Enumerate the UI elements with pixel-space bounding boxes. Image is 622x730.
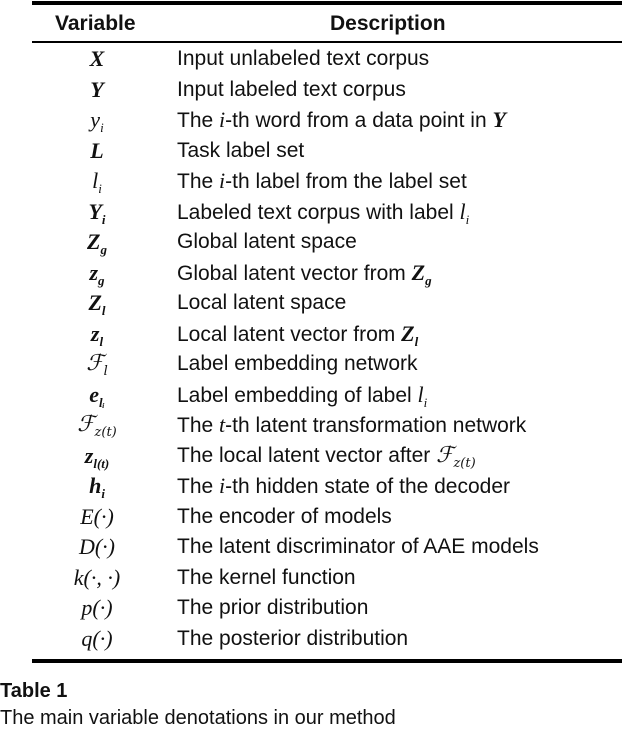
math-subscript: i xyxy=(423,394,428,410)
variable-symbol xyxy=(52,380,142,411)
variable-symbol xyxy=(52,227,142,258)
variable-description xyxy=(177,502,392,533)
variable-symbol xyxy=(52,410,142,441)
variable-subscript: lᵢ xyxy=(98,394,105,410)
table-row xyxy=(32,563,622,594)
variable-description xyxy=(177,441,476,472)
variable-description xyxy=(177,380,427,412)
variable-symbol xyxy=(52,349,142,380)
variable-symbol xyxy=(52,593,142,624)
table-row xyxy=(32,227,622,258)
description-text: -th label from the label set xyxy=(225,170,467,193)
variable-description xyxy=(177,319,418,351)
variable-symbol xyxy=(52,319,142,350)
variable-base: z xyxy=(90,320,100,346)
description-text: The xyxy=(177,170,220,193)
description-text: -th word from a data point in xyxy=(225,109,493,132)
variable-symbol xyxy=(52,197,142,228)
table-row xyxy=(32,593,622,624)
variable-base: y xyxy=(90,107,101,132)
description-text: The xyxy=(177,414,220,437)
table-caption: The main variable denotations in our method xyxy=(0,707,396,729)
variable-subscript: g xyxy=(100,242,107,257)
variable-symbol xyxy=(52,75,142,106)
variable-subscript: l(t) xyxy=(93,455,110,471)
variable-description xyxy=(177,624,408,655)
inline-math xyxy=(417,381,428,410)
variable-base: Z xyxy=(88,290,102,315)
table-row xyxy=(32,105,622,136)
description-text: Global latent vector from xyxy=(177,261,412,285)
table-row xyxy=(32,166,622,197)
variable-symbol xyxy=(52,532,142,563)
table-row xyxy=(32,471,622,502)
variable-description xyxy=(177,227,357,258)
variable-description xyxy=(177,563,356,594)
table-row xyxy=(32,380,622,411)
variable-base: X xyxy=(89,46,105,71)
math-base: ℱ xyxy=(436,442,454,468)
variable-description xyxy=(177,410,526,442)
variable-description xyxy=(177,258,432,290)
variable-base: Y xyxy=(88,198,102,224)
table-row xyxy=(32,258,622,289)
variable-description xyxy=(177,105,506,137)
variable-description xyxy=(177,288,346,319)
description-text: Label embedding network xyxy=(177,352,418,375)
variable-base: Z xyxy=(87,229,101,254)
table-row xyxy=(32,441,622,472)
table-row xyxy=(32,532,622,563)
variable-base: l xyxy=(92,168,99,193)
math-subscript: g xyxy=(425,272,432,288)
description-text: The kernel function xyxy=(177,565,356,589)
math-base: i xyxy=(219,107,226,132)
variable-base: e xyxy=(89,381,99,407)
variable-subscript: l xyxy=(101,303,106,318)
variable-base: Y xyxy=(90,76,104,102)
variable-base: z xyxy=(89,259,99,285)
variable-description xyxy=(177,136,304,167)
variable-description xyxy=(177,593,368,624)
table-row xyxy=(32,319,622,350)
description-text: Labeled text corpus with label xyxy=(177,200,460,224)
variable-base: k(·, ·) xyxy=(73,564,121,590)
inline-math xyxy=(401,320,419,349)
table-label: Table 1 xyxy=(0,680,68,702)
math-subscript: l xyxy=(414,333,419,349)
description-text: Task label set xyxy=(177,138,305,162)
description-text: The local latent vector after xyxy=(177,443,437,467)
column-header-description: Description xyxy=(330,12,446,35)
table-row xyxy=(32,410,622,441)
math-subscript: i xyxy=(465,211,470,227)
description-text: Local latent vector from xyxy=(177,322,402,346)
table-top-rule xyxy=(32,1,622,5)
inline-math xyxy=(411,259,432,288)
table-row xyxy=(32,288,622,319)
variable-symbol xyxy=(52,288,142,319)
description-text: The posterior distribution xyxy=(177,626,409,650)
description-text: Local latent space xyxy=(177,291,347,314)
math-base: Y xyxy=(492,107,506,132)
math-base: l xyxy=(459,198,466,224)
variable-symbol xyxy=(52,105,142,136)
math-base: t xyxy=(219,412,226,437)
description-text: Label embedding of label xyxy=(177,383,418,407)
variable-description xyxy=(177,532,539,563)
table-row xyxy=(32,44,622,75)
variable-subscript: i xyxy=(101,211,106,227)
column-header-variable: Variable xyxy=(55,12,136,35)
variable-base: ℱ xyxy=(77,412,95,437)
variable-base: ℱ xyxy=(86,351,104,376)
inline-math xyxy=(492,107,505,132)
variable-description xyxy=(177,197,469,229)
variable-base: D(·) xyxy=(78,534,116,559)
header-rule xyxy=(32,41,622,43)
description-text: The encoder of models xyxy=(177,504,392,528)
variable-symbol xyxy=(52,624,142,655)
variable-symbol xyxy=(52,502,142,533)
variable-symbol xyxy=(52,563,142,594)
variable-description xyxy=(177,75,406,106)
description-text: Input labeled text corpus xyxy=(177,77,406,101)
variable-description xyxy=(177,44,429,75)
variable-subscript: g xyxy=(98,272,105,288)
math-subscript: z(t) xyxy=(453,455,476,471)
table-body xyxy=(32,44,622,654)
description-text: Input unlabeled text corpus xyxy=(177,47,430,70)
description-text: The latent discriminator of AAE models xyxy=(177,535,539,558)
math-base: Z xyxy=(401,320,415,346)
variable-subscript: l xyxy=(99,333,104,349)
variable-description xyxy=(177,166,467,198)
table-row xyxy=(32,75,622,106)
variable-description xyxy=(177,349,418,380)
table-row xyxy=(32,136,622,167)
variable-symbol xyxy=(52,471,142,502)
description-text: The xyxy=(177,475,220,498)
table-row xyxy=(32,502,622,533)
table-row xyxy=(32,349,622,380)
variable-subscript: i xyxy=(101,486,105,501)
variable-symbol xyxy=(52,258,142,289)
variable-base: q(·) xyxy=(81,625,113,651)
description-text: The prior distribution xyxy=(177,596,369,619)
variable-base: z xyxy=(84,442,94,468)
variable-symbol xyxy=(52,166,142,197)
description-text: -th latent transformation network xyxy=(225,414,527,437)
description-text: -th hidden state of the decoder xyxy=(225,475,511,498)
variable-symbol xyxy=(52,136,142,167)
inline-math xyxy=(459,198,470,227)
math-base: i xyxy=(219,473,226,498)
variable-description xyxy=(177,471,510,503)
math-base: i xyxy=(219,168,226,193)
variable-subscript: i xyxy=(98,181,102,196)
variable-base: h xyxy=(89,473,102,498)
variable-subscript: i xyxy=(100,120,104,135)
table-bottom-rule xyxy=(32,659,622,663)
inline-math xyxy=(436,442,476,471)
variable-base: p(·) xyxy=(81,595,113,620)
variable-subscript: l xyxy=(103,364,108,379)
math-base: Z xyxy=(411,259,426,285)
math-base: l xyxy=(417,381,424,407)
table-row xyxy=(32,197,622,228)
description-text: The xyxy=(177,109,220,132)
table-row xyxy=(32,624,622,655)
variable-subscript: z(t) xyxy=(94,425,117,440)
variable-base: L xyxy=(90,137,104,163)
variable-symbol xyxy=(52,441,142,472)
description-text: Global latent space xyxy=(177,230,357,253)
variable-base: E(·) xyxy=(80,503,114,529)
variable-symbol xyxy=(52,44,142,75)
